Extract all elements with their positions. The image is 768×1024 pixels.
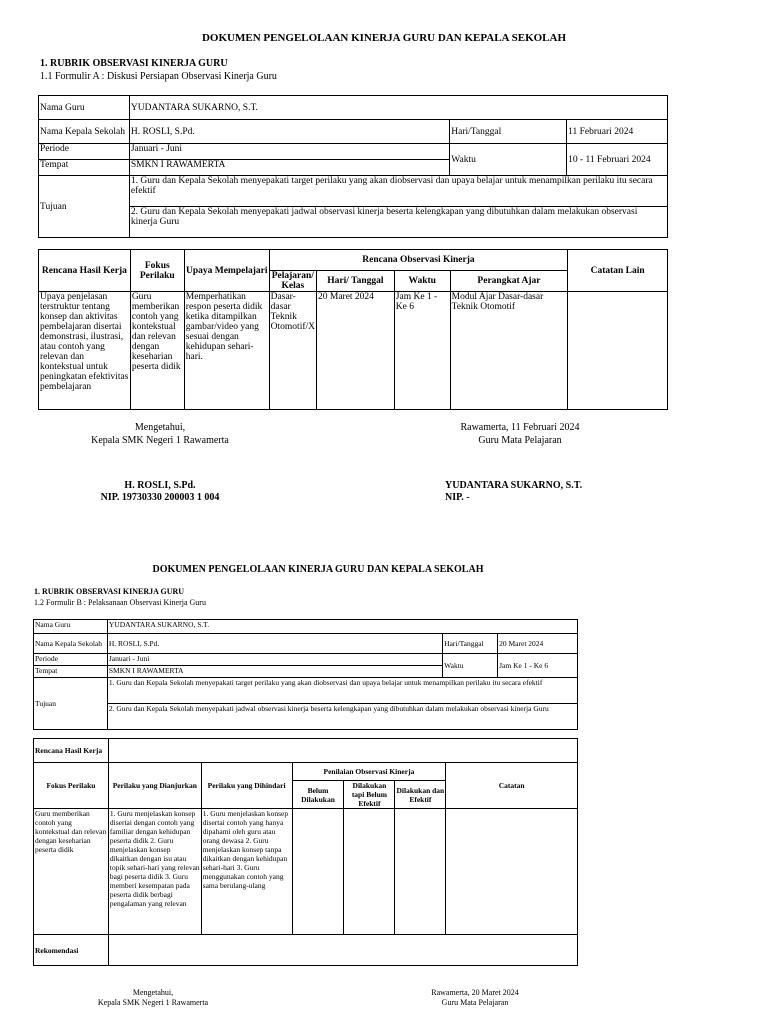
value-rencana-hasil-b [108, 739, 577, 763]
signature-block-right-a [420, 421, 620, 447]
value-kepala: H. ROSLI, S.Pd. [129, 120, 449, 144]
value-nama-guru: YUDANTARA SUKARNO, S.T. [129, 96, 667, 120]
info-table-a [38, 95, 668, 238]
cell-upaya: Memperhatikan respon peserta didik ketika ditampilkan gambar/video yang sesuai dengan kehidupan sehari-hari. [184, 292, 269, 410]
label-tempat: Tempat [39, 160, 130, 176]
tujuan-1-b: 1. Guru dan Kepala Sekolah menyepakati target perilaku yang akan diobservasi dan upaya belajar untuk menampilkan perilaku itu secara efektif [107, 678, 577, 704]
cell-catatan [568, 292, 668, 410]
tujuan-1: 1. Guru dan Kepala Sekolah menyepakati target perilaku yang akan diobservasi dan upaya belajar untuk menampilkan perilaku itu secara efektif [129, 176, 667, 207]
sign-tempat-tanggal-b: Rawamerta, 20 Maret 2024 [431, 988, 519, 997]
header-fokus: Fokus Perilaku [130, 250, 184, 292]
label-rekomendasi: Rekomendasi [34, 935, 109, 966]
signature-block-left-b [68, 988, 238, 1008]
label-nama-guru-b: Nama Guru [34, 620, 108, 634]
header-waktu: Waktu [394, 271, 450, 292]
signature-block-left-a [60, 421, 260, 447]
subtitle-a: 1.1 Formulir A : Diskusi Persiapan Observasi Kinerja Guru [40, 71, 277, 82]
header-hari-tanggal: Hari/ Tanggal [317, 271, 395, 292]
doc-title-a: DOKUMEN PENGELOLAAN KINERJA GURU DAN KEPALA SEKOLAH [201, 32, 567, 44]
header-catatan-b: Catatan [446, 763, 578, 809]
sign-name-kepala: H. ROSLI, S.Pd. [124, 480, 196, 491]
section-title-b: 1. RUBRIK OBSERVASI KINERJA GURU [34, 587, 185, 596]
cell-tidak-efektif [344, 809, 395, 935]
value-waktu: 10 - 11 Februari 2024 [567, 144, 668, 176]
value-waktu-b: Jam Ke 1 - Ke 6 [498, 654, 578, 678]
plan-table-a [38, 249, 668, 410]
label-kepala: Nama Kepala Sekolah [39, 120, 130, 144]
section-title-a: 1. RUBRIK OBSERVASI KINERJA GURU [40, 58, 228, 69]
value-periode-b: Januari - Juni [107, 654, 442, 666]
sign-mengetahui: Mengetahui, [134, 422, 186, 433]
label-kepala-b: Nama Kepala Sekolah [34, 634, 108, 654]
info-table-b [33, 619, 578, 730]
sign-jabatan-kepala-b: Kepala SMK Negeri 1 Rawamerta [97, 998, 209, 1007]
header-rencana-hasil: Rencana Hasil Kerja [39, 250, 131, 292]
value-tempat: SMKN I RAWAMERTA [129, 160, 449, 176]
doc-title-b: DOKUMEN PENGELOLAAN KINERJA GURU DAN KEPALA SEKOLAH [152, 564, 484, 575]
header-tidak-efektif: Dilakukan tapi Belum Efektif [344, 781, 395, 809]
cell-fokus: Guru memberikan contoh yang kontekstual dan relevan dengan keseharian peserta didik [130, 292, 184, 410]
cell-perangkat: Modul Ajar Dasar-dasar Teknik Otomotif [450, 292, 568, 410]
label-waktu-b: Waktu [443, 654, 498, 678]
signature-name-right-a [445, 480, 625, 504]
value-hari-b: 20 Maret 2024 [498, 634, 578, 654]
header-perangkat: Perangkat Ajar [450, 271, 568, 292]
header-rencana-observasi: Rencana Observasi Kinerja [269, 250, 568, 271]
sign-jabatan-kepala: Kepala SMK Negeri 1 Rawamerta [91, 435, 229, 446]
sign-nip-guru: NIP. - [445, 492, 470, 503]
value-tempat-b: SMKN I RAWAMERTA [107, 666, 442, 678]
sign-nip-kepala: NIP. 19730330 200003 1 004 [100, 492, 220, 503]
label-tujuan-b: Tujuan [34, 678, 108, 730]
label-hari-b: Hari/Tanggal [443, 634, 498, 654]
header-upaya: Upaya Mempelajari [184, 250, 269, 292]
signature-name-left-a [80, 480, 240, 504]
signature-block-right-b [390, 988, 560, 1008]
label-waktu: Waktu [450, 144, 567, 176]
value-periode: Januari - Juni [129, 144, 449, 160]
cell-catatan-b [446, 809, 578, 935]
header-penilaian: Penilaian Observasi Kinerja [292, 763, 446, 781]
cell-efektif [395, 809, 446, 935]
label-periode: Periode [39, 144, 130, 160]
value-hari: 11 Februari 2024 [567, 120, 668, 144]
cell-dianjurkan: 1. Guru menjelaskan konsep disertai dengan contoh yang familiar dengan kehidupan peserta didik 2. Guru menjelaskan konsep dikaitkan dengan isu atau topik sehari-hari yang relevan bagi peserta didik 3. Guru memberi kesempatan pada peserta didik berbagi pengalaman yang relevan [108, 809, 201, 935]
label-periode-b: Periode [34, 654, 108, 666]
label-tempat-b: Tempat [34, 666, 108, 678]
tujuan-2: 2. Guru dan Kepala Sekolah menyepakati jadwal observasi kinerja beserta kelengkapan yang dibutuhkan dalam melakukan observasi kinerja Guru [129, 207, 667, 238]
sign-tempat-tanggal: Rawamerta, 11 Februari 2024 [460, 422, 580, 433]
header-dihindari: Perilaku yang Dihindari [201, 763, 292, 809]
value-nama-guru-b: YUDANTARA SUKARNO, S.T. [107, 620, 577, 634]
label-rencana-hasil-b: Rencana Hasil Kerja [34, 739, 109, 763]
sign-mengetahui-b: Mengetahui, [132, 988, 174, 997]
cell-pelajaran: Dasar-dasar Teknik Otomotif/X [269, 292, 316, 410]
cell-fokus-b: Guru memberikan contoh yang kontekstual dan relevan dengan keseharian peserta didik [34, 809, 109, 935]
cell-hari: 20 Maret 2024 [317, 292, 395, 410]
cell-dihindari: 1. Guru menjelaskan konsep disertai contoh yang hanya dipahami oleh guru atau orang dewasa 2. Guru menjelaskan konsep tanpa dikaitkan dengan kehidupan sehari-hari 3. Guru menggunakan contoh yang sama berulang-ulang [201, 809, 292, 935]
sign-jabatan-guru-b: Guru Mata Pelajaran [441, 998, 509, 1007]
header-pelajaran: Pelajaran/ Kelas [269, 271, 316, 292]
label-nama-guru: Nama Guru [39, 96, 130, 120]
cell-rencana: Upaya penjelasan terstruktur tentang konsep dan aktivitas pembelajaran disertai demonstrasi, ilustrasi, atau contoh yang relevan dan kontekstual untuk peningkatan efektivitas pembelajaran [39, 292, 131, 410]
header-catatan-lain: Catatan Lain [568, 250, 668, 292]
sign-jabatan-guru: Guru Mata Pelajaran [478, 435, 562, 446]
label-hari: Hari/Tanggal [450, 120, 567, 144]
header-dianjurkan: Perilaku yang Dianjurkan [108, 763, 201, 809]
tujuan-2-b: 2. Guru dan Kepala Sekolah menyepakati jadwal observasi kinerja beserta kelengkapan yang dibutuhkan dalam melakukan observasi kinerja Guru [107, 704, 577, 730]
header-efektif: Dilakukan dan Efektif [395, 781, 446, 809]
header-fokus-b: Fokus Perilaku [34, 763, 109, 809]
obs-table-b [33, 738, 578, 966]
subtitle-b: 1.2 Formulir B : Pelaksanaan Observasi Kinerja Guru [34, 598, 206, 607]
cell-belum [292, 809, 344, 935]
value-rekomendasi [108, 935, 577, 966]
value-kepala-b: H. ROSLI, S.Pd. [107, 634, 442, 654]
sign-name-guru: YUDANTARA SUKARNO, S.T. [445, 480, 583, 491]
cell-waktu: Jam Ke 1 - Ke 6 [394, 292, 450, 410]
label-tujuan: Tujuan [39, 176, 130, 238]
header-belum: Belum Dilakukan [292, 781, 344, 809]
